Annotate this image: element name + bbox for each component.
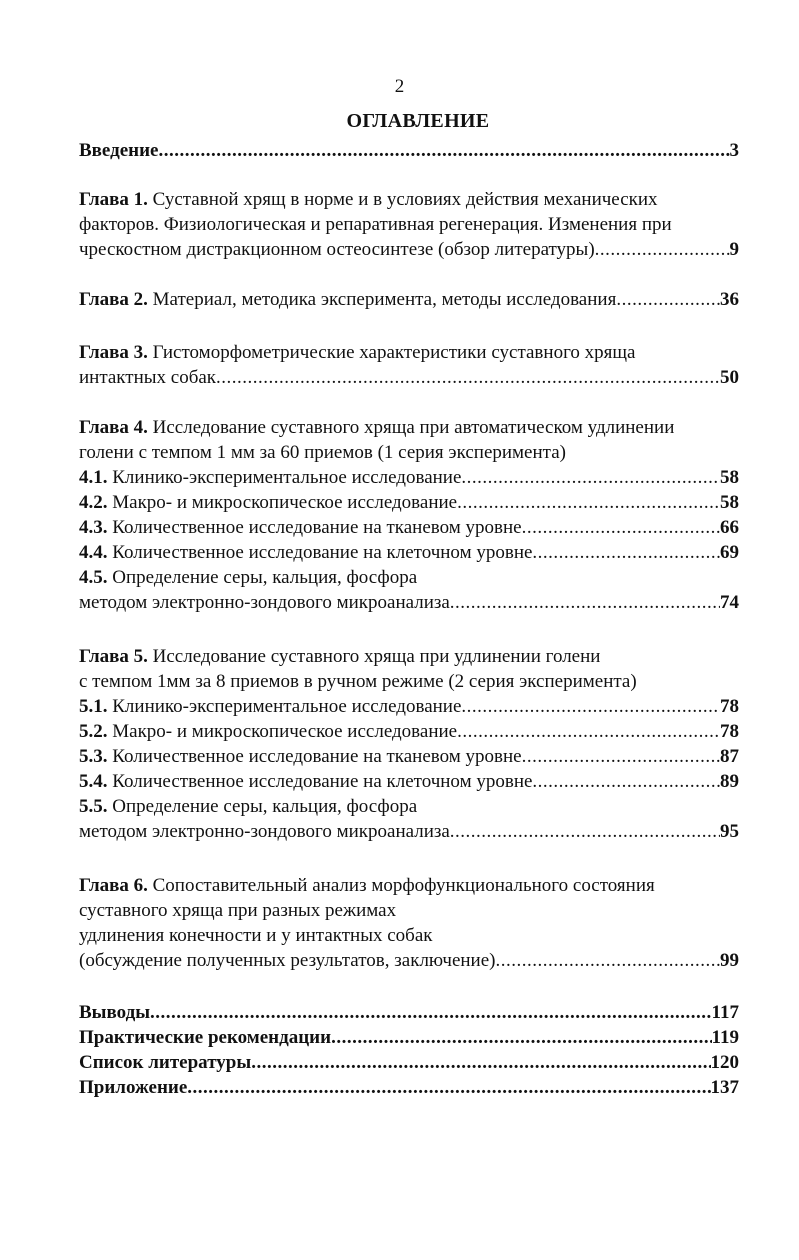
- chapter-title: Исследование суставного хряща при удлинении голени: [152, 646, 601, 667]
- toc-chapter-3-line-2[interactable]: [79, 365, 739, 390]
- section-number: 4.4.: [79, 542, 108, 563]
- toc-section-5-2[interactable]: [79, 719, 739, 744]
- section-title: Определение серы, кальция, фосфора: [112, 796, 418, 817]
- toc-chapter-6-line-4[interactable]: [79, 948, 739, 973]
- section-title: Клинико-экспериментальное исследование: [112, 467, 462, 488]
- leader-dots: [522, 515, 720, 540]
- section-number: 5.4.: [79, 771, 108, 792]
- chapter-number: Глава 4.: [79, 417, 148, 438]
- toc-section-5-1[interactable]: [79, 694, 739, 719]
- toc-entry-page: 120: [710, 1052, 739, 1073]
- toc-entry-label: Список литературы: [79, 1052, 252, 1073]
- chapter-number: Глава 1.: [79, 189, 148, 210]
- toc-entry-page: 89: [720, 771, 739, 792]
- section-title: Количественное исследование на тканевом уровне: [112, 746, 522, 767]
- toc-section-4-1[interactable]: [79, 465, 739, 490]
- section-number: 4.3.: [79, 517, 108, 538]
- leader-dots: [150, 1000, 712, 1025]
- leader-dots: [457, 719, 720, 744]
- section-title: Количественное исследование на тканевом уровне: [112, 517, 522, 538]
- section-number: 5.3.: [79, 746, 108, 767]
- section-title: Определение серы, кальция, фосфора: [112, 567, 418, 588]
- chapter-title-cont: (обсуждение полученных результатов, заключение): [79, 950, 496, 971]
- toc-title: ОГЛАВЛЕНИЕ: [346, 110, 490, 132]
- toc-entry-page: 99: [720, 950, 739, 971]
- chapter-title: Суставной хрящ в норме и в условиях действия механических: [152, 189, 658, 210]
- section-title: Количественное исследование на клеточном уровне: [112, 771, 533, 792]
- chapter-title: Гистоморфометрические характеристики суставного хряща: [152, 342, 636, 363]
- toc-section-4-4[interactable]: [79, 540, 739, 565]
- toc-entry-page: 69: [720, 542, 739, 563]
- toc-section-4-5-line-1[interactable]: [79, 565, 739, 590]
- toc-chapter-1-line-2: [79, 212, 739, 237]
- page-number: 2: [394, 76, 405, 97]
- toc-entry-label: Введение: [79, 140, 159, 161]
- toc-entry-page: 58: [720, 467, 739, 488]
- toc-entry-label: Практические рекомендации: [79, 1027, 332, 1048]
- leader-dots: [595, 237, 730, 262]
- toc-chapter-5-line-2: [79, 669, 739, 694]
- section-number: 5.2.: [79, 721, 108, 742]
- toc-chapter-6-line-2: [79, 898, 739, 923]
- chapter-title-cont: удлинения конечности и у интактных собак: [79, 925, 433, 946]
- leader-dots: [216, 365, 720, 390]
- toc-entry-page: 78: [720, 721, 739, 742]
- chapter-number: Глава 6.: [79, 875, 148, 896]
- toc-entry-page: 50: [720, 367, 739, 388]
- leader-dots: [461, 694, 720, 719]
- toc-chapter-4-line-2: [79, 440, 739, 465]
- section-title: Макро- и микроскопическое исследование: [112, 492, 458, 513]
- section-title: Клинико-экспериментальное исследование: [112, 696, 462, 717]
- toc-section-5-3[interactable]: [79, 744, 739, 769]
- toc-chapter-2[interactable]: [79, 287, 739, 312]
- toc-entry-label: Приложение: [79, 1077, 188, 1098]
- toc-entry-label: Выводы: [79, 1002, 151, 1023]
- chapter-title-cont: чрескостном дистракционном остеосинтезе (обзор литературы): [79, 239, 595, 260]
- chapter-title: Исследование суставного хряща при автоматическом удлинении: [152, 417, 675, 438]
- toc-entry-page: 58: [720, 492, 739, 513]
- leader-dots: [532, 540, 720, 565]
- toc-entry-page: 78: [720, 696, 739, 717]
- toc-entry-page: 66: [720, 517, 739, 538]
- toc-chapter-6-line-3: [79, 923, 739, 948]
- leader-dots: [616, 287, 720, 312]
- toc-entry-recommendations[interactable]: [79, 1025, 739, 1050]
- chapter-title-cont: с темпом 1мм за 8 приемов в ручном режиме (2 серия эксперимента): [79, 671, 637, 692]
- leader-dots: [159, 138, 730, 163]
- toc-chapter-1-line-1[interactable]: [79, 187, 739, 212]
- section-number: 4.1.: [79, 467, 108, 488]
- chapter-title: Сопоставительный анализ морфофункционального состояния: [152, 875, 655, 896]
- leader-dots: [495, 948, 720, 973]
- toc-entry-references[interactable]: [79, 1050, 739, 1075]
- chapter-number: Глава 5.: [79, 646, 148, 667]
- leader-dots: [187, 1075, 710, 1100]
- section-number: 4.2.: [79, 492, 108, 513]
- chapter-title-cont: факторов. Физиологическая и репаративная регенерация. Изменения при: [79, 214, 672, 235]
- leader-dots: [450, 590, 720, 615]
- toc-entry-page: 74: [720, 592, 739, 613]
- toc-entry-page: 87: [720, 746, 739, 767]
- leader-dots: [251, 1050, 710, 1075]
- toc-entry-page: 137: [710, 1077, 739, 1098]
- leader-dots: [461, 465, 720, 490]
- leader-dots: [532, 769, 720, 794]
- section-title-cont: методом электронно-зондового микроанализа: [79, 821, 450, 842]
- toc-chapter-3-line-1[interactable]: [79, 340, 739, 365]
- section-title: Макро- и микроскопическое исследование: [112, 721, 458, 742]
- chapter-title-cont: интактных собак: [79, 367, 217, 388]
- toc-section-5-4[interactable]: [79, 769, 739, 794]
- toc-chapter-6-line-1[interactable]: [79, 873, 739, 898]
- leader-dots: [331, 1025, 711, 1050]
- toc-section-5-5-line-2[interactable]: [79, 819, 739, 844]
- chapter-title: Материал, методика эксперимента, методы исследования: [152, 289, 617, 310]
- toc-section-4-3[interactable]: [79, 515, 739, 540]
- toc-entry-conclusions[interactable]: [79, 1000, 739, 1025]
- toc-entry-page: 36: [720, 289, 739, 310]
- leader-dots: [450, 819, 720, 844]
- toc-section-4-5-line-2[interactable]: [79, 590, 739, 615]
- chapter-title-cont: голени с темпом 1 мм за 60 приемов (1 серия эксперимента): [79, 442, 566, 463]
- section-title: Количественное исследование на клеточном уровне: [112, 542, 533, 563]
- toc-section-5-5-line-1[interactable]: [79, 794, 739, 819]
- chapter-number: Глава 2.: [79, 289, 148, 310]
- chapter-number: Глава 3.: [79, 342, 148, 363]
- toc-chapter-1-line-3[interactable]: [79, 237, 739, 262]
- section-number: 4.5.: [79, 567, 108, 588]
- chapter-title-cont: суставного хряща при разных режимах: [79, 900, 397, 921]
- toc-entry-page: 119: [711, 1027, 739, 1048]
- leader-dots: [457, 490, 720, 515]
- section-number: 5.1.: [79, 696, 108, 717]
- toc-entry-page: 9: [729, 239, 739, 260]
- leader-dots: [522, 744, 720, 769]
- toc-chapter-4-line-1[interactable]: [79, 415, 739, 440]
- toc-entry-page: 3: [729, 140, 739, 161]
- toc-entry-page: 95: [720, 821, 739, 842]
- section-title-cont: методом электронно-зондового микроанализа: [79, 592, 450, 613]
- toc-entry-appendix[interactable]: [79, 1075, 739, 1100]
- toc-entry-page: 117: [711, 1002, 739, 1023]
- section-number: 5.5.: [79, 796, 108, 817]
- toc-section-4-2[interactable]: [79, 490, 739, 515]
- toc-entry-intro[interactable]: [79, 138, 739, 163]
- toc-chapter-5-line-1[interactable]: [79, 644, 739, 669]
